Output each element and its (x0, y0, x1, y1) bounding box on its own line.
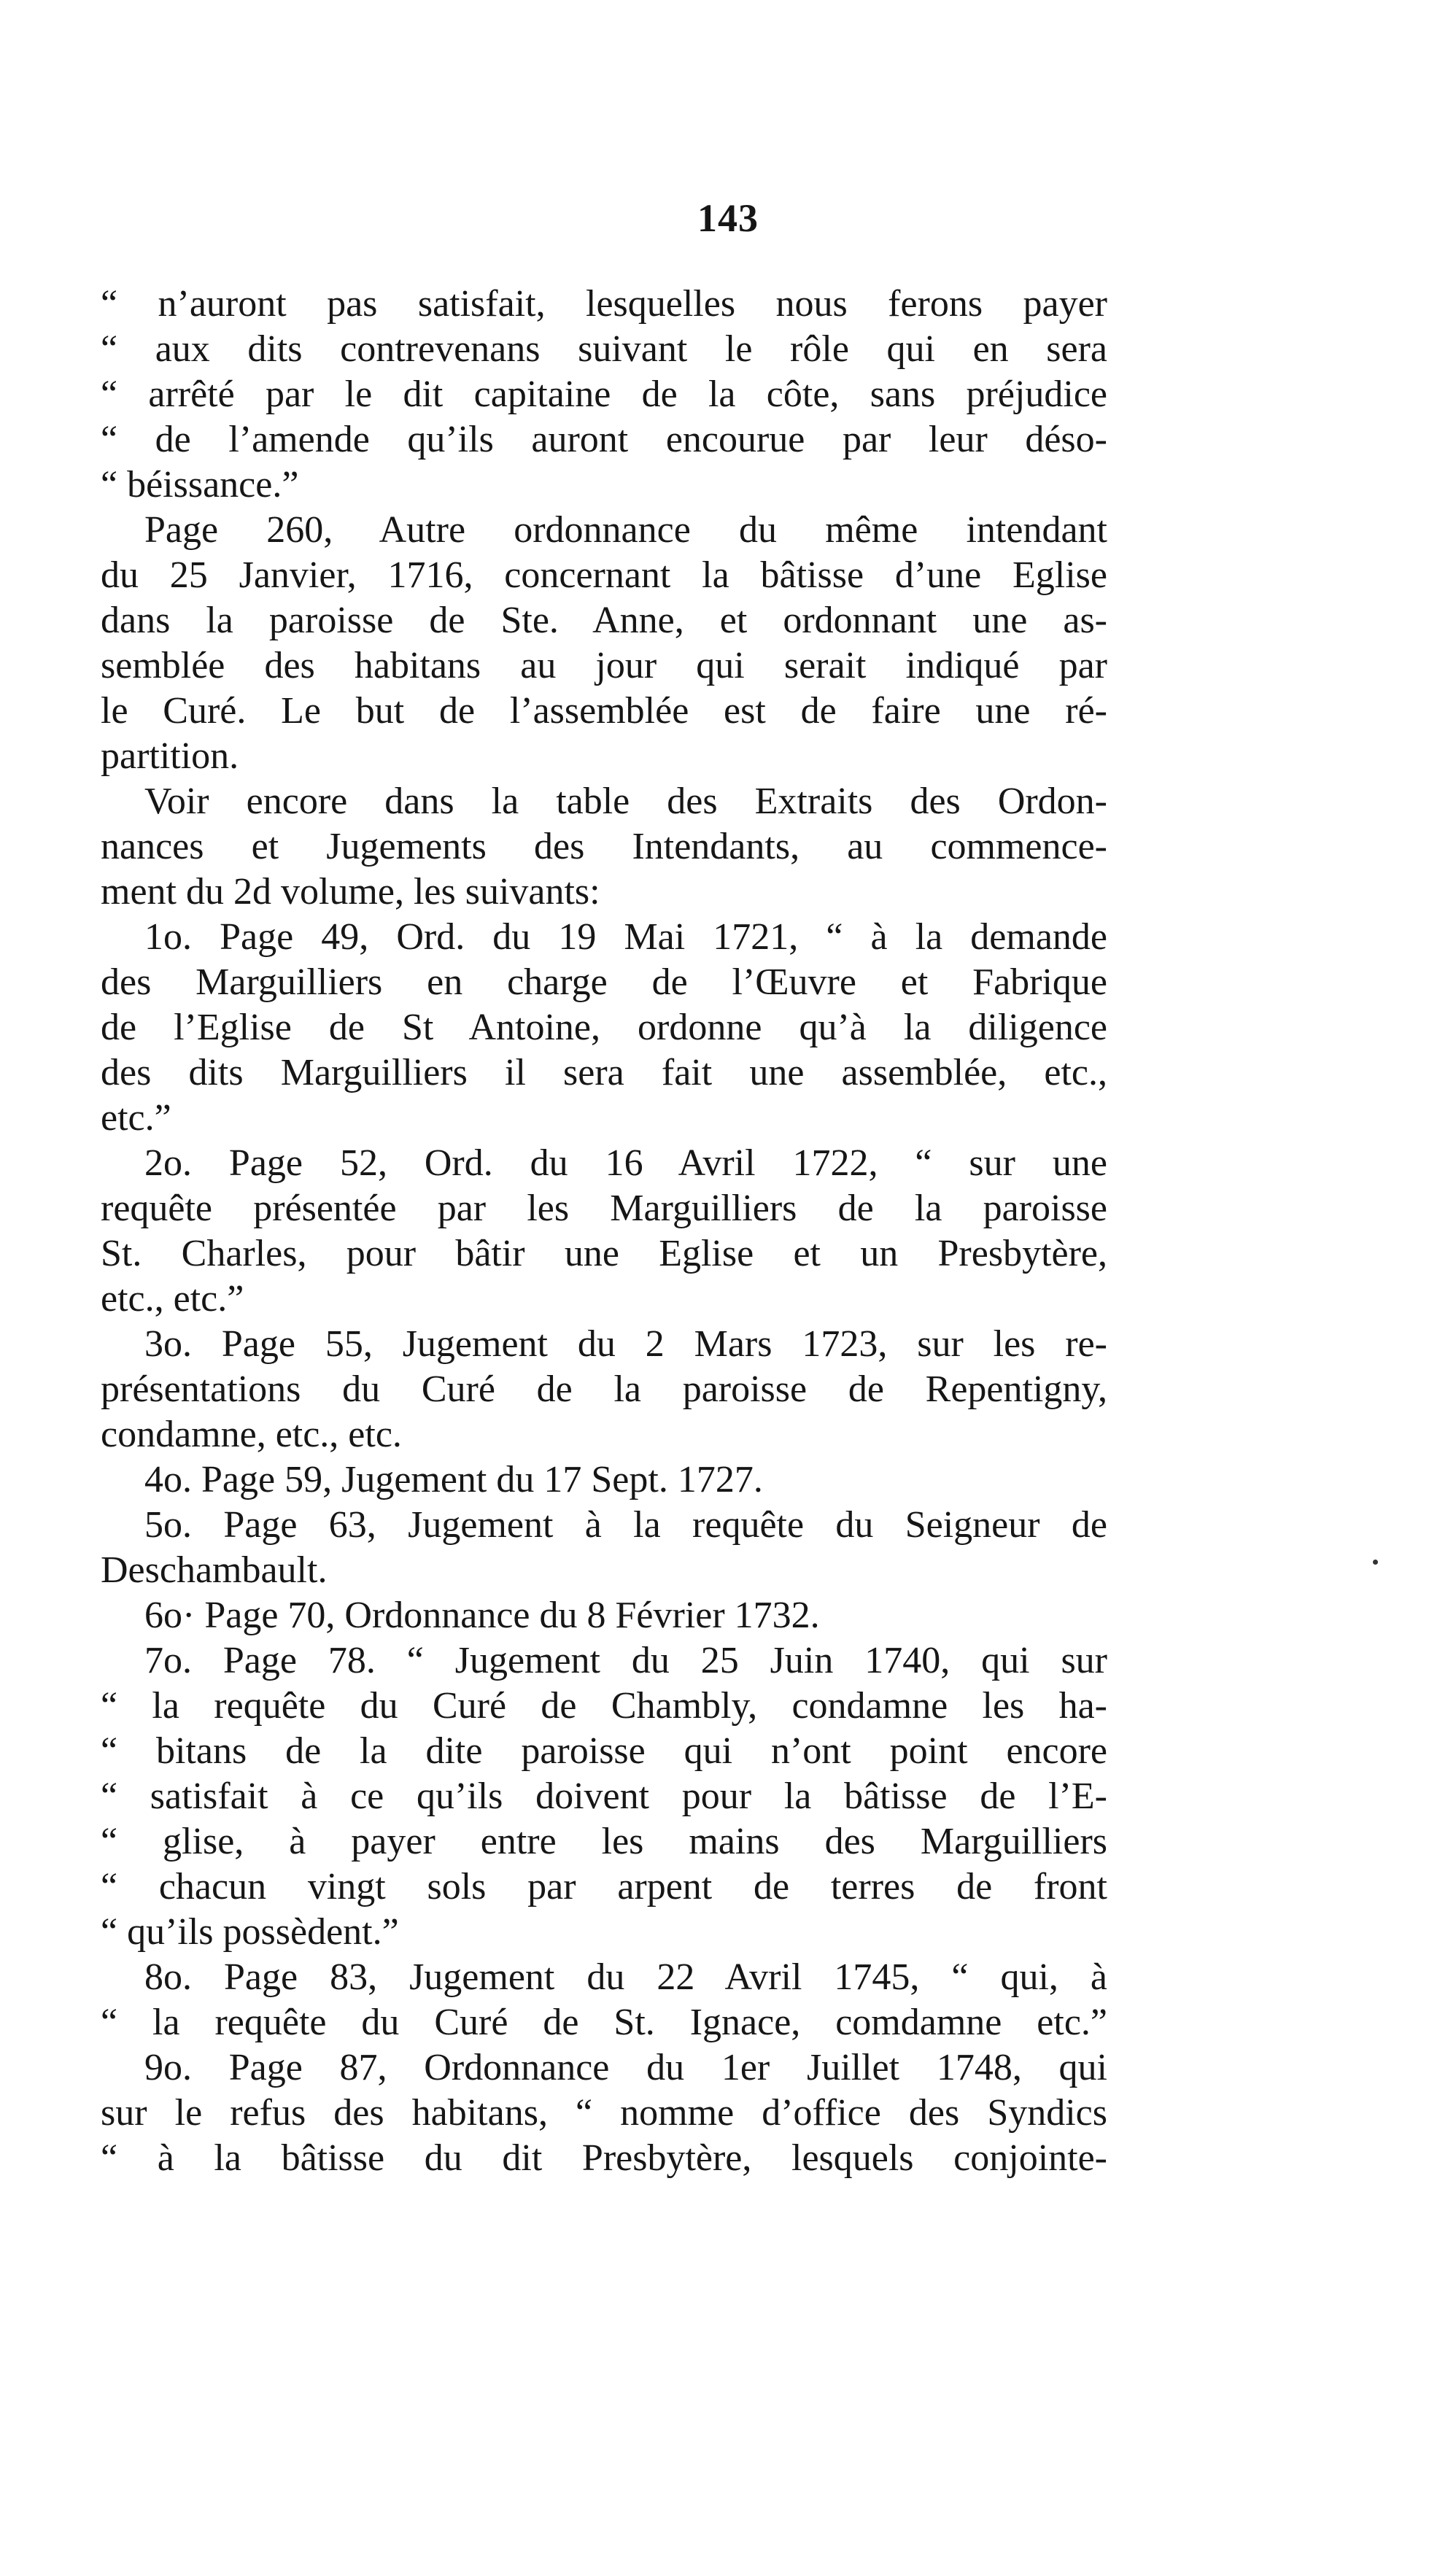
text-line: 8o. Page 83, Jugement du 22 Avril 1745, “ qui, à (144, 1956, 1107, 1998)
text-line: “ n’auront pas satisfait, lesquelles nous ferons payer (101, 283, 1107, 325)
text-line: semblée des habitans au jour qui serait indiqué par (101, 645, 1107, 686)
text-line: 3o. Page 55, Jugement du 2 Mars 1723, sur les re- (144, 1323, 1107, 1365)
text-line: 4o. Page 59, Jugement du 17 Sept. 1727. (144, 1459, 763, 1500)
text-line: des Marguilliers en charge de l’Œuvre et Fabrique (101, 961, 1107, 1003)
page-number: 143 (697, 196, 759, 240)
text-line: sur le refus des habitans, “ nomme d’office des Syndics (101, 2092, 1107, 2134)
text-line: du 25 Janvier, 1716, concernant la bâtisse d’une Eglise (101, 554, 1107, 596)
text-line: “ bitans de la dite paroisse qui n’ont point encore (101, 1730, 1107, 1772)
text-line: “ qu’ils possèdent.” (101, 1911, 399, 1953)
text-line: 6o· Page 70, Ordonnance du 8 Février 1732. (144, 1595, 820, 1636)
text-line: Voir encore dans la table des Extraits des Ordon- (144, 781, 1107, 822)
text-line: “ aux dits contrevenans suivant le rôle qui en sera (101, 328, 1107, 370)
text-line: “ chacun vingt sols par arpent de terres de front (101, 1866, 1107, 1907)
text-line: “ satisfait à ce qu’ils doivent pour la bâtisse de l’E- (101, 1775, 1107, 1817)
text-line: “ la requête du Curé de Chambly, condamne les ha- (101, 1685, 1107, 1727)
text-line: 2o. Page 52, Ord. du 16 Avril 1722, “ sur une (144, 1142, 1107, 1184)
text-line: Page 260, Autre ordonnance du même intendant (144, 509, 1107, 551)
text-line: présentations du Curé de la paroisse de Repentigny, (101, 1368, 1107, 1410)
text-line: dans la paroisse de Ste. Anne, et ordonnant une as- (101, 600, 1107, 641)
text-line: St. Charles, pour bâtir une Eglise et un Presbytère, (101, 1233, 1107, 1274)
text-line: “ de l’amende qu’ils auront encourue par leur déso- (101, 419, 1107, 460)
text-line: 5o. Page 63, Jugement à la requête du Seigneur de (144, 1504, 1107, 1546)
text-line: des dits Marguilliers il sera fait une assemblée, etc., (101, 1052, 1107, 1093)
text-line: “ béissance.” (101, 464, 299, 506)
text-line: 9o. Page 87, Ordonnance du 1er Juillet 1748, qui (144, 2047, 1107, 2088)
text-line: de l’Eglise de St Antoine, ordonne qu’à la diligence (101, 1007, 1107, 1048)
text-line: requête présentée par les Marguilliers de la paroisse (101, 1188, 1107, 1229)
ink-speck (1373, 1560, 1378, 1565)
text-line: “ à la bâtisse du dit Presbytère, lesquels conjointe- (101, 2137, 1107, 2179)
text-line: nances et Jugements des Intendants, au commence- (101, 826, 1107, 867)
text-line: ment du 2d volume, les suivants: (101, 871, 600, 913)
text-line: etc.” (101, 1097, 171, 1139)
text-line: “ la requête du Curé de St. Ignace, comdamne etc.” (101, 2002, 1107, 2043)
text-line: “ arrêté par le dit capitaine de la côte, sans préjudice (101, 373, 1107, 415)
text-line: 1o. Page 49, Ord. du 19 Mai 1721, “ à la demande (144, 916, 1107, 958)
text-line: condamne, etc., etc. (101, 1414, 402, 1455)
text-line: etc., etc.” (101, 1278, 244, 1320)
text-line: “ glise, à payer entre les mains des Marguilliers (101, 1821, 1107, 1862)
body-text (101, 282, 1107, 2181)
text-line: partition. (101, 735, 239, 777)
text-line: 7o. Page 78. “ Jugement du 25 Juin 1740, qui sur (144, 1640, 1107, 1681)
text-line: Deschambault. (101, 1549, 328, 1591)
text-line: le Curé. Le but de l’assemblée est de faire une ré- (101, 690, 1107, 732)
